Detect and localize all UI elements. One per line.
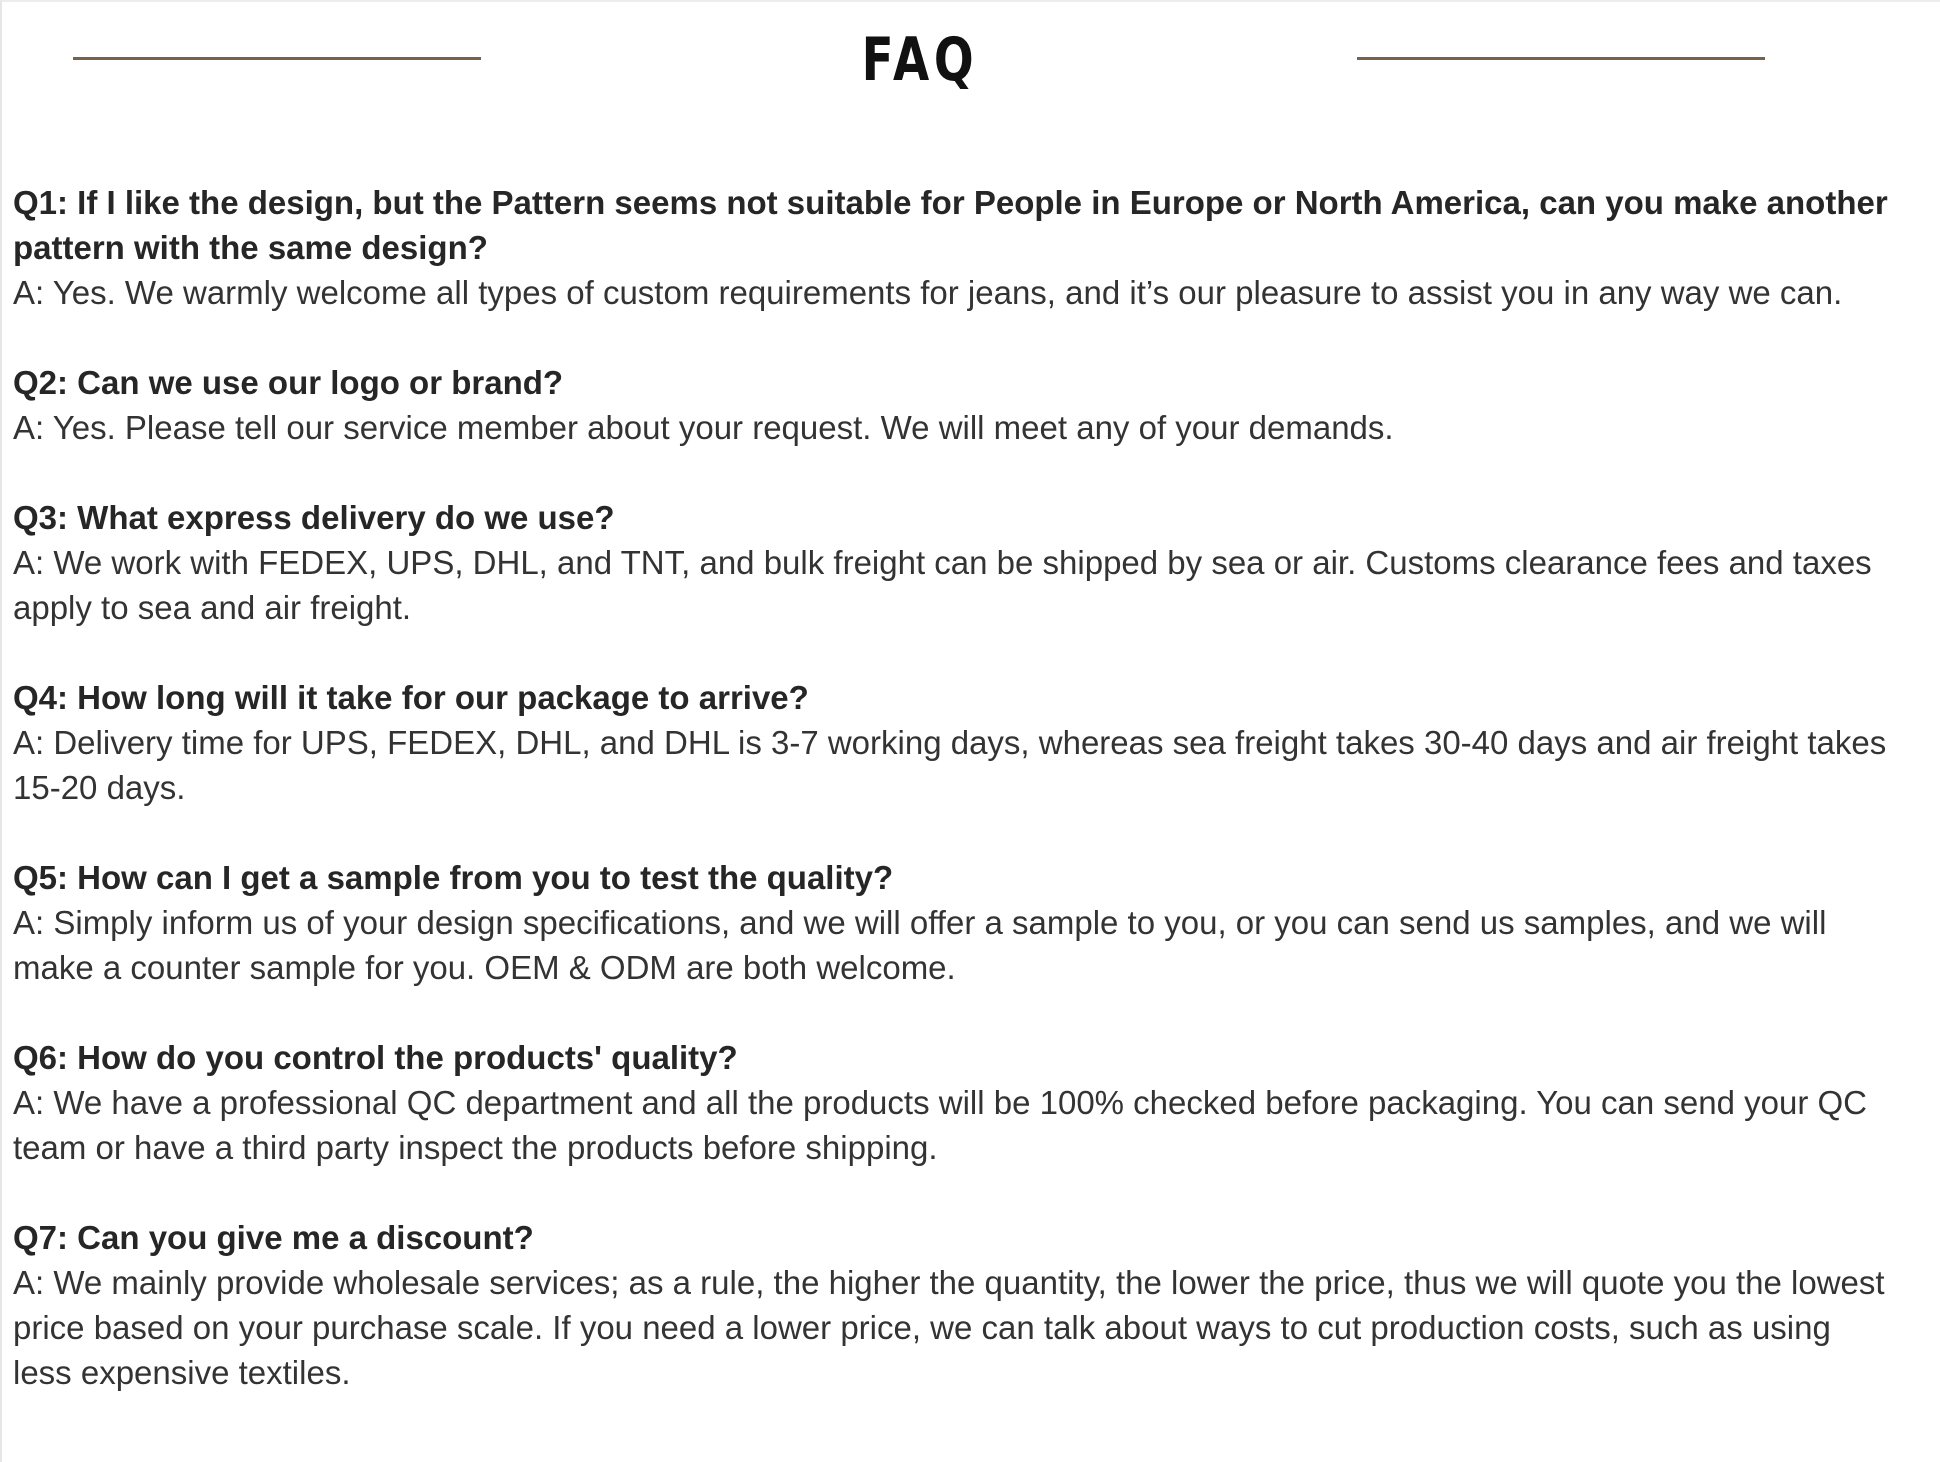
page-title: FAQ (861, 25, 979, 95)
faq-answer: A: We have a professional QC department and all the products will be 100% checked before packaging. You can send your QC team or have a third party inspect the products before shipping. (13, 1084, 1868, 1166)
faq-item-5 (13, 855, 1893, 990)
faq-item-6 (13, 1035, 1893, 1170)
faq-item-2 (13, 360, 1893, 450)
faq-question: Q2: Can we use our logo or brand? (13, 364, 564, 401)
faq-question: Q3: What express delivery do we use? (13, 499, 615, 536)
faq-item-3 (13, 495, 1893, 630)
faq-answer: A: Delivery time for UPS, FEDEX, DHL, and DHL is 3-7 working days, whereas sea freight takes 30-40 days and air freight takes 15-20 days. (13, 724, 1887, 806)
faq-answer: A: Yes. Please tell our service member about your request. We will meet any of your demands. (13, 409, 1394, 446)
faq-list (13, 180, 1893, 1440)
faq-answer: A: Simply inform us of your design specifications, and we will offer a sample to you, or you can send us samples, and we will make a counter sample for you. OEM & ODM are both welcome. (13, 904, 1827, 986)
faq-question: Q1: If I like the design, but the Pattern seems not suitable for People in Europe or North America, can you make another pattern with the same design? (13, 184, 1888, 266)
faq-question: Q6: How do you control the products' quality? (13, 1039, 738, 1076)
faq-item-7 (13, 1215, 1893, 1395)
faq-item-4 (13, 675, 1893, 810)
decorative-rule-left (73, 57, 481, 60)
faq-question: Q4: How long will it take for our package to arrive? (13, 679, 809, 716)
faq-answer: A: We mainly provide wholesale services; as a rule, the higher the quantity, the lower the price, thus we will quote you the lowest price based on your purchase scale. If you need a lower price, we can talk about ways to cut production costs, such as using less expensive textiles. (13, 1264, 1885, 1391)
faq-answer: A: We work with FEDEX, UPS, DHL, and TNT, and bulk freight can be shipped by sea or air. Customs clearance fees and taxes apply to sea and air freight. (13, 544, 1872, 626)
faq-answer: A: Yes. We warmly welcome all types of custom requirements for jeans, and it’s our pleasure to assist you in any way we can. (13, 274, 1843, 311)
faq-header (0, 0, 1940, 130)
decorative-rule-right (1357, 57, 1765, 60)
faq-question: Q5: How can I get a sample from you to test the quality? (13, 859, 894, 896)
faq-item-1 (13, 180, 1893, 315)
faq-question: Q7: Can you give me a discount? (13, 1219, 534, 1256)
